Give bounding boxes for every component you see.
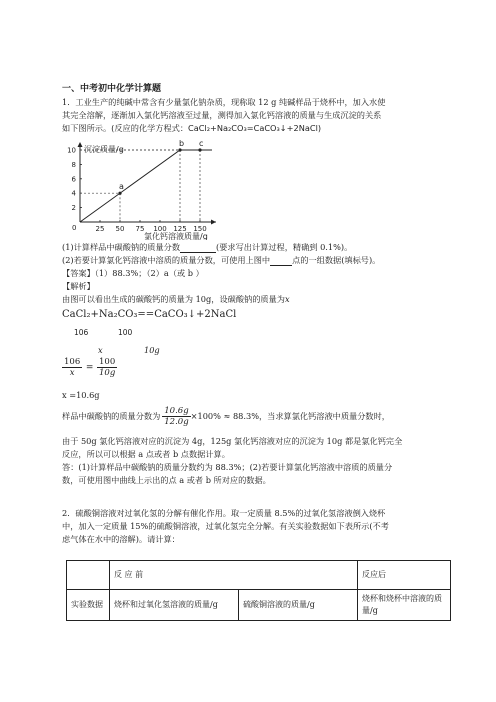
molar-mass-100: 100 [118,328,133,337]
table-cell-empty [67,561,110,590]
mass-fraction-line [62,402,390,430]
x-tick-label: 125 [173,225,187,233]
ratio-right [97,357,117,378]
conclusion-line-1: 答：(1)计算样品中碳酸钠的质量分数约为 88.3%；(2)若要计算氯化钙溶液中溶质的质量分 [62,462,393,472]
q1-sub2-text-b: 点的一组数据(填标号)。 [292,255,381,265]
answer-blank-2 [270,256,292,266]
y-axis-label: 沉淀质量/g [84,145,124,154]
mass-fraction-num: 10.6g [164,405,189,416]
ratio-left-num: 106 [64,357,81,367]
precipitate-chart [62,140,302,240]
q2-text-line-1: 2．硫酸铜溶液对过氧化氢的分解有催化作用。取一定质量 8.5%的过氧化氢溶液倒入烧杯 [62,508,386,518]
q2-text-line-2: 中，加入一定质量 15%的硫酸铜溶液，过氧化氢完全分解。有关实验数据如下表所示(不考 [62,521,389,531]
q1-sub2-text-a: (2)若要计算氯化钙溶液中溶质的质量分数，可使用上图中 [62,255,271,265]
y-tick-label: 2 [71,204,76,213]
mass-fraction-text-c: ，当求算氯化钙溶液中质量分数时， [258,410,390,421]
q1-text-line-1: 1．工业生产的纯碱中常含有少量氯化钠杂质，现称取 12 g 纯碱样品于烧杯中，加入水使 [62,97,386,107]
q2-text-line-3: 虑气体在水中的溶解)。请计算： [62,534,180,544]
ratio-equation [62,357,117,385]
table-row [67,590,451,621]
conclusion-line-2: 数，可使用图中曲线上示出的点 a 或者 b 所对应的数据。 [62,475,271,485]
q1-text-line-3: 如下图所示。(反应的化学方程式：CaCl₂+Na₂CO₃=CaCO₃↓+2NaCl) [62,123,322,133]
x-value: x =10.6g [62,390,100,400]
mass-fraction-den: 12.0g [164,416,189,427]
molar-mass-106: 106 [74,328,89,337]
answer-blank-1 [180,243,216,253]
q1-sub1-text-b: (要求写出计算过程，精确到 0.1%)。 [216,242,353,252]
x-tick-label: 100 [153,225,167,233]
q1-analysis-line-1 [62,294,290,305]
table-col-2: 硫酸铜溶液的质量/g [239,590,358,621]
variable-x: x [284,294,290,304]
q1-analysis-label: 【解析】 [62,281,95,291]
table-row [67,561,451,590]
mass-fraction-text-a: 样品中碳酸钠的质量分数为 [62,410,161,421]
explain-line-2: 反应，所以可以根据 a 点或者 b 点数据计算。 [62,449,230,459]
table-row-label: 实验数据 [67,590,110,621]
q1-sub2 [62,255,380,266]
mass-10g-label: 10g [144,345,160,355]
table-header-before: 反 应 前 [110,561,358,590]
ratio-right-den: 10g [99,368,116,378]
series-line [80,150,200,222]
experiment-data-table [66,560,451,621]
x-axis-arrow [211,220,216,225]
x-tick-label: 25 [95,225,105,233]
ratio-right-num: 100 [99,357,116,367]
q1-sub1-text-a: (1)计算样品中碳酸钠的质量分数 [62,242,181,252]
y-tick-label: 8 [71,160,76,169]
ratio-left-den: x [69,368,75,378]
chart-svg [62,140,302,240]
q1-answer: 【答案】（1）88.3%；（2）a（或 b ） [62,268,204,278]
table-col-3: 烧杯和烧杯中溶液的质量/g [358,590,451,621]
table-header-after: 反应后 [358,561,451,590]
y-tick-label: 10 [67,146,76,155]
mass-fraction-text-b: ×100% ≈ 88.3% [190,410,259,421]
chemical-equation: CaCl₂+Na₂CO₃==CaCO₃↓+2NaCl [62,309,237,320]
x-axis-label: 氯化钙溶液质量/g [144,232,208,240]
analysis-text: 由图可以看出生成的碳酸钙的质量为 10g，设碳酸钠的质量为 [62,294,285,304]
x-tick-label: 75 [135,225,145,233]
section-title: 一、中考初中化学计算题 [62,84,162,94]
point-label-c: c [199,140,204,148]
data-point [118,192,121,195]
table-col-1: 烧杯和过氧化氢溶液的质量/g [110,590,239,621]
data-point [198,148,201,151]
q1-sub1 [62,242,352,253]
origin-label: 0 [72,224,77,232]
mass-fraction-frac [162,406,190,427]
x-tick-label: 150 [193,225,207,233]
point-label-a: a [119,182,124,192]
mass-x-label: x [98,345,103,355]
x-tick-label: 50 [115,225,125,233]
y-axis-arrow [78,142,83,147]
ratio-equals: = [85,362,94,373]
y-tick-label: 4 [71,189,76,198]
q1-text-line-2: 其完全溶解，逐渐加入氯化钙溶液至过量，测得加入氯化钙溶液的质量与生成沉淀的关系 [62,110,382,120]
explain-line-1: 由于 50g 氯化钙溶液对应的沉淀为 4g，125g 氯化钙溶液对应的沉淀为 10g 都是氯化钙完全 [62,436,403,446]
y-tick-label: 6 [71,175,76,184]
ratio-left [62,357,82,378]
point-label-b: b [179,140,185,148]
data-point [178,148,181,151]
